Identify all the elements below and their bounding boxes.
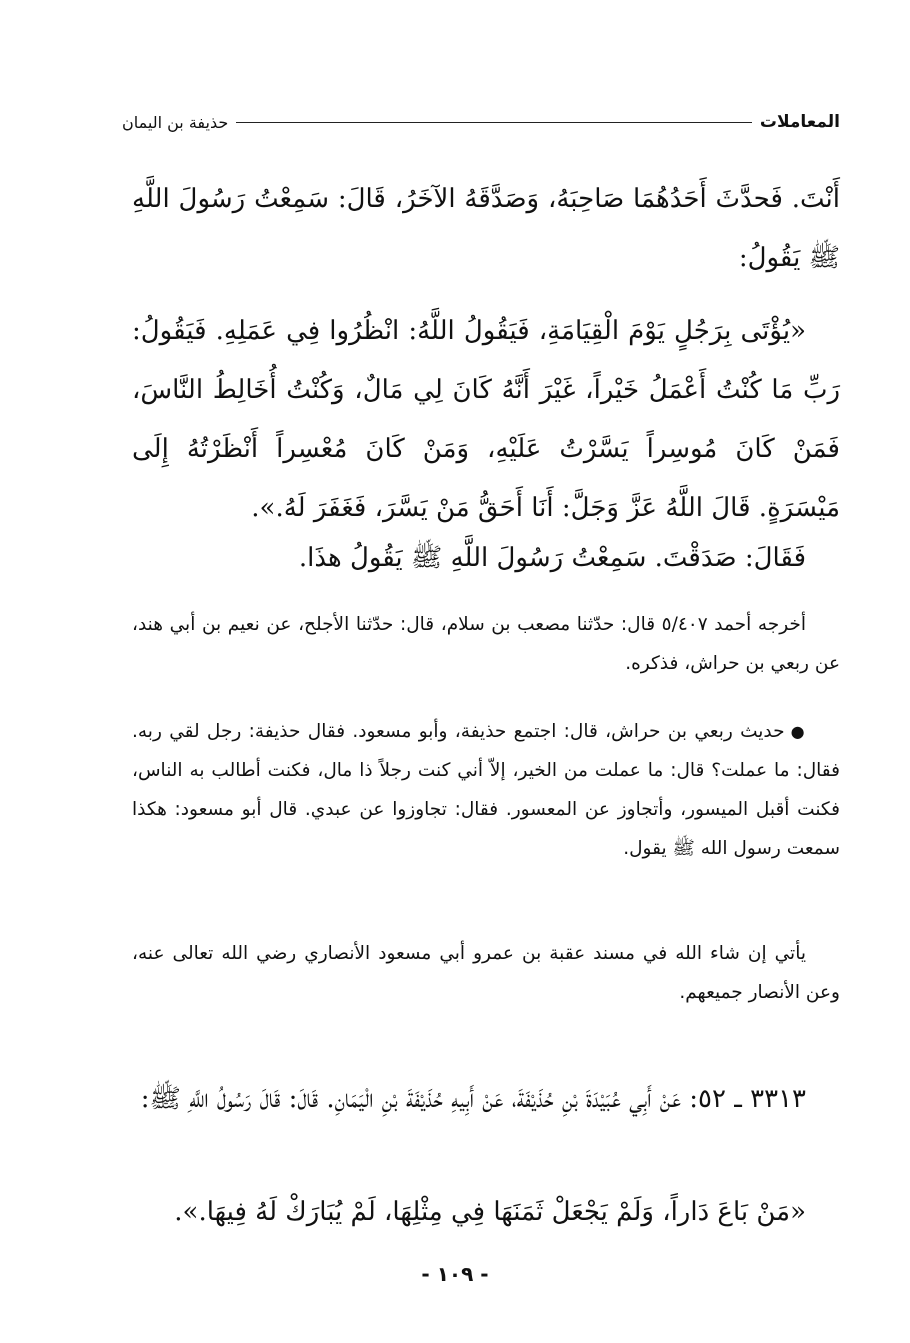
header-rule bbox=[236, 122, 752, 123]
running-header bbox=[122, 106, 840, 138]
cross-reference-note: يأتي إن شاء الله في مسند عقبة بن عمرو أبي مسعود الأنصاري رضي الله تعالى عنه، وعن الأنصار جميعهم. bbox=[132, 943, 840, 1003]
chapter-title: حذيفة بن اليمان bbox=[122, 112, 229, 132]
hadith-closing: فَقَالَ: صَدَقْتَ. سَمِعْتُ رَسُولَ اللَّهِ ﷺ يَقُولُ هذَا. bbox=[298, 543, 806, 573]
hadith-heading: ٣٣١٣ ـ ٥٢: عَنْ أَبِي عُبَيْدَةَ بْنِ حُذَيْفَةَ، عَنْ أَبِيهِ حُذَيْفَةَ بْنِ الْيَمَانِ. قَالَ: قَالَ رَسُولُ اللَّهِ ﷺ: bbox=[140, 1084, 806, 1114]
takhrij-note: أخرجه أحمد ٥/٤٠٧ قال: حدّثنا مصعب بن سلام، قال: حدّثنا الأجلح، عن نعيم بن أبي هند، عن ربعي بن حراش، فذكره. bbox=[132, 614, 840, 674]
related-hadith-text: حديث ربعي بن حراش، قال: اجتمع حذيفة، وأبو مسعود. فقال حذيفة: رجل لقي ربه. فقال: ما عملت؟ قال: ما عملت من الخير، إلاّ أني كنت رجلاً ذا مال، فكنت أطالب به الناس، فكنت أقبل الميسور، وأتجاوز عن المعسور. فقال: تجاوزوا عن عبدي. قال أبو مسعود: هكذا سمعت رسول الله ﷺ يقول. bbox=[132, 721, 840, 859]
hadith-text-2: «مَنْ بَاعَ دَاراً، وَلَمْ يَجْعَلْ ثَمَنَهَا فِي مِثْلِهَا، لَمْ يُبَارَكْ لَهُ فِيهَا.». bbox=[174, 1197, 806, 1227]
related-hadith bbox=[132, 712, 840, 868]
hadith-text: «يُؤْتَى بِرَجُلٍ يَوْمَ الْقِيَامَةِ، فَيَقُولُ اللَّهُ: انْظُرُوا فِي عَمَلِهِ. فَيَقُولُ: رَبِّ مَا كُنْتُ أَعْمَلُ خَيْراً، غَيْرَ أَنَّهُ كَانَ لِي مَالٌ، وَكُنْتُ أُخَالِطُ النَّاسَ، فَمَنْ كَانَ مُوسِراً يَسَّرْتُ عَلَيْهِ، وَمَنْ كَانَ مُعْسِراً أَنْظَرْتُهُ إِلَى مَيْسَرَةٍ. قَالَ اللَّهُ عَزَّ وَجَلَّ: أَنَا أَحَقُّ مَنْ يَسَّرَ، فَغَفَرَ لَهُ.». bbox=[132, 316, 840, 523]
hadith-continuation: أَنْتَ. فَحدَّثَ أَحَدُهُمَا صَاحِبَهُ، وَصَدَّقَهُ الآخَرُ، قَالَ: سَمِعْتُ رَسُولَ اللَّهِ ﷺ يَقُولُ: bbox=[132, 184, 840, 273]
bullet-icon: ● bbox=[790, 722, 806, 741]
section-title: المعاملات bbox=[759, 112, 840, 132]
page-number: - ١٠٩ - bbox=[421, 1262, 489, 1286]
